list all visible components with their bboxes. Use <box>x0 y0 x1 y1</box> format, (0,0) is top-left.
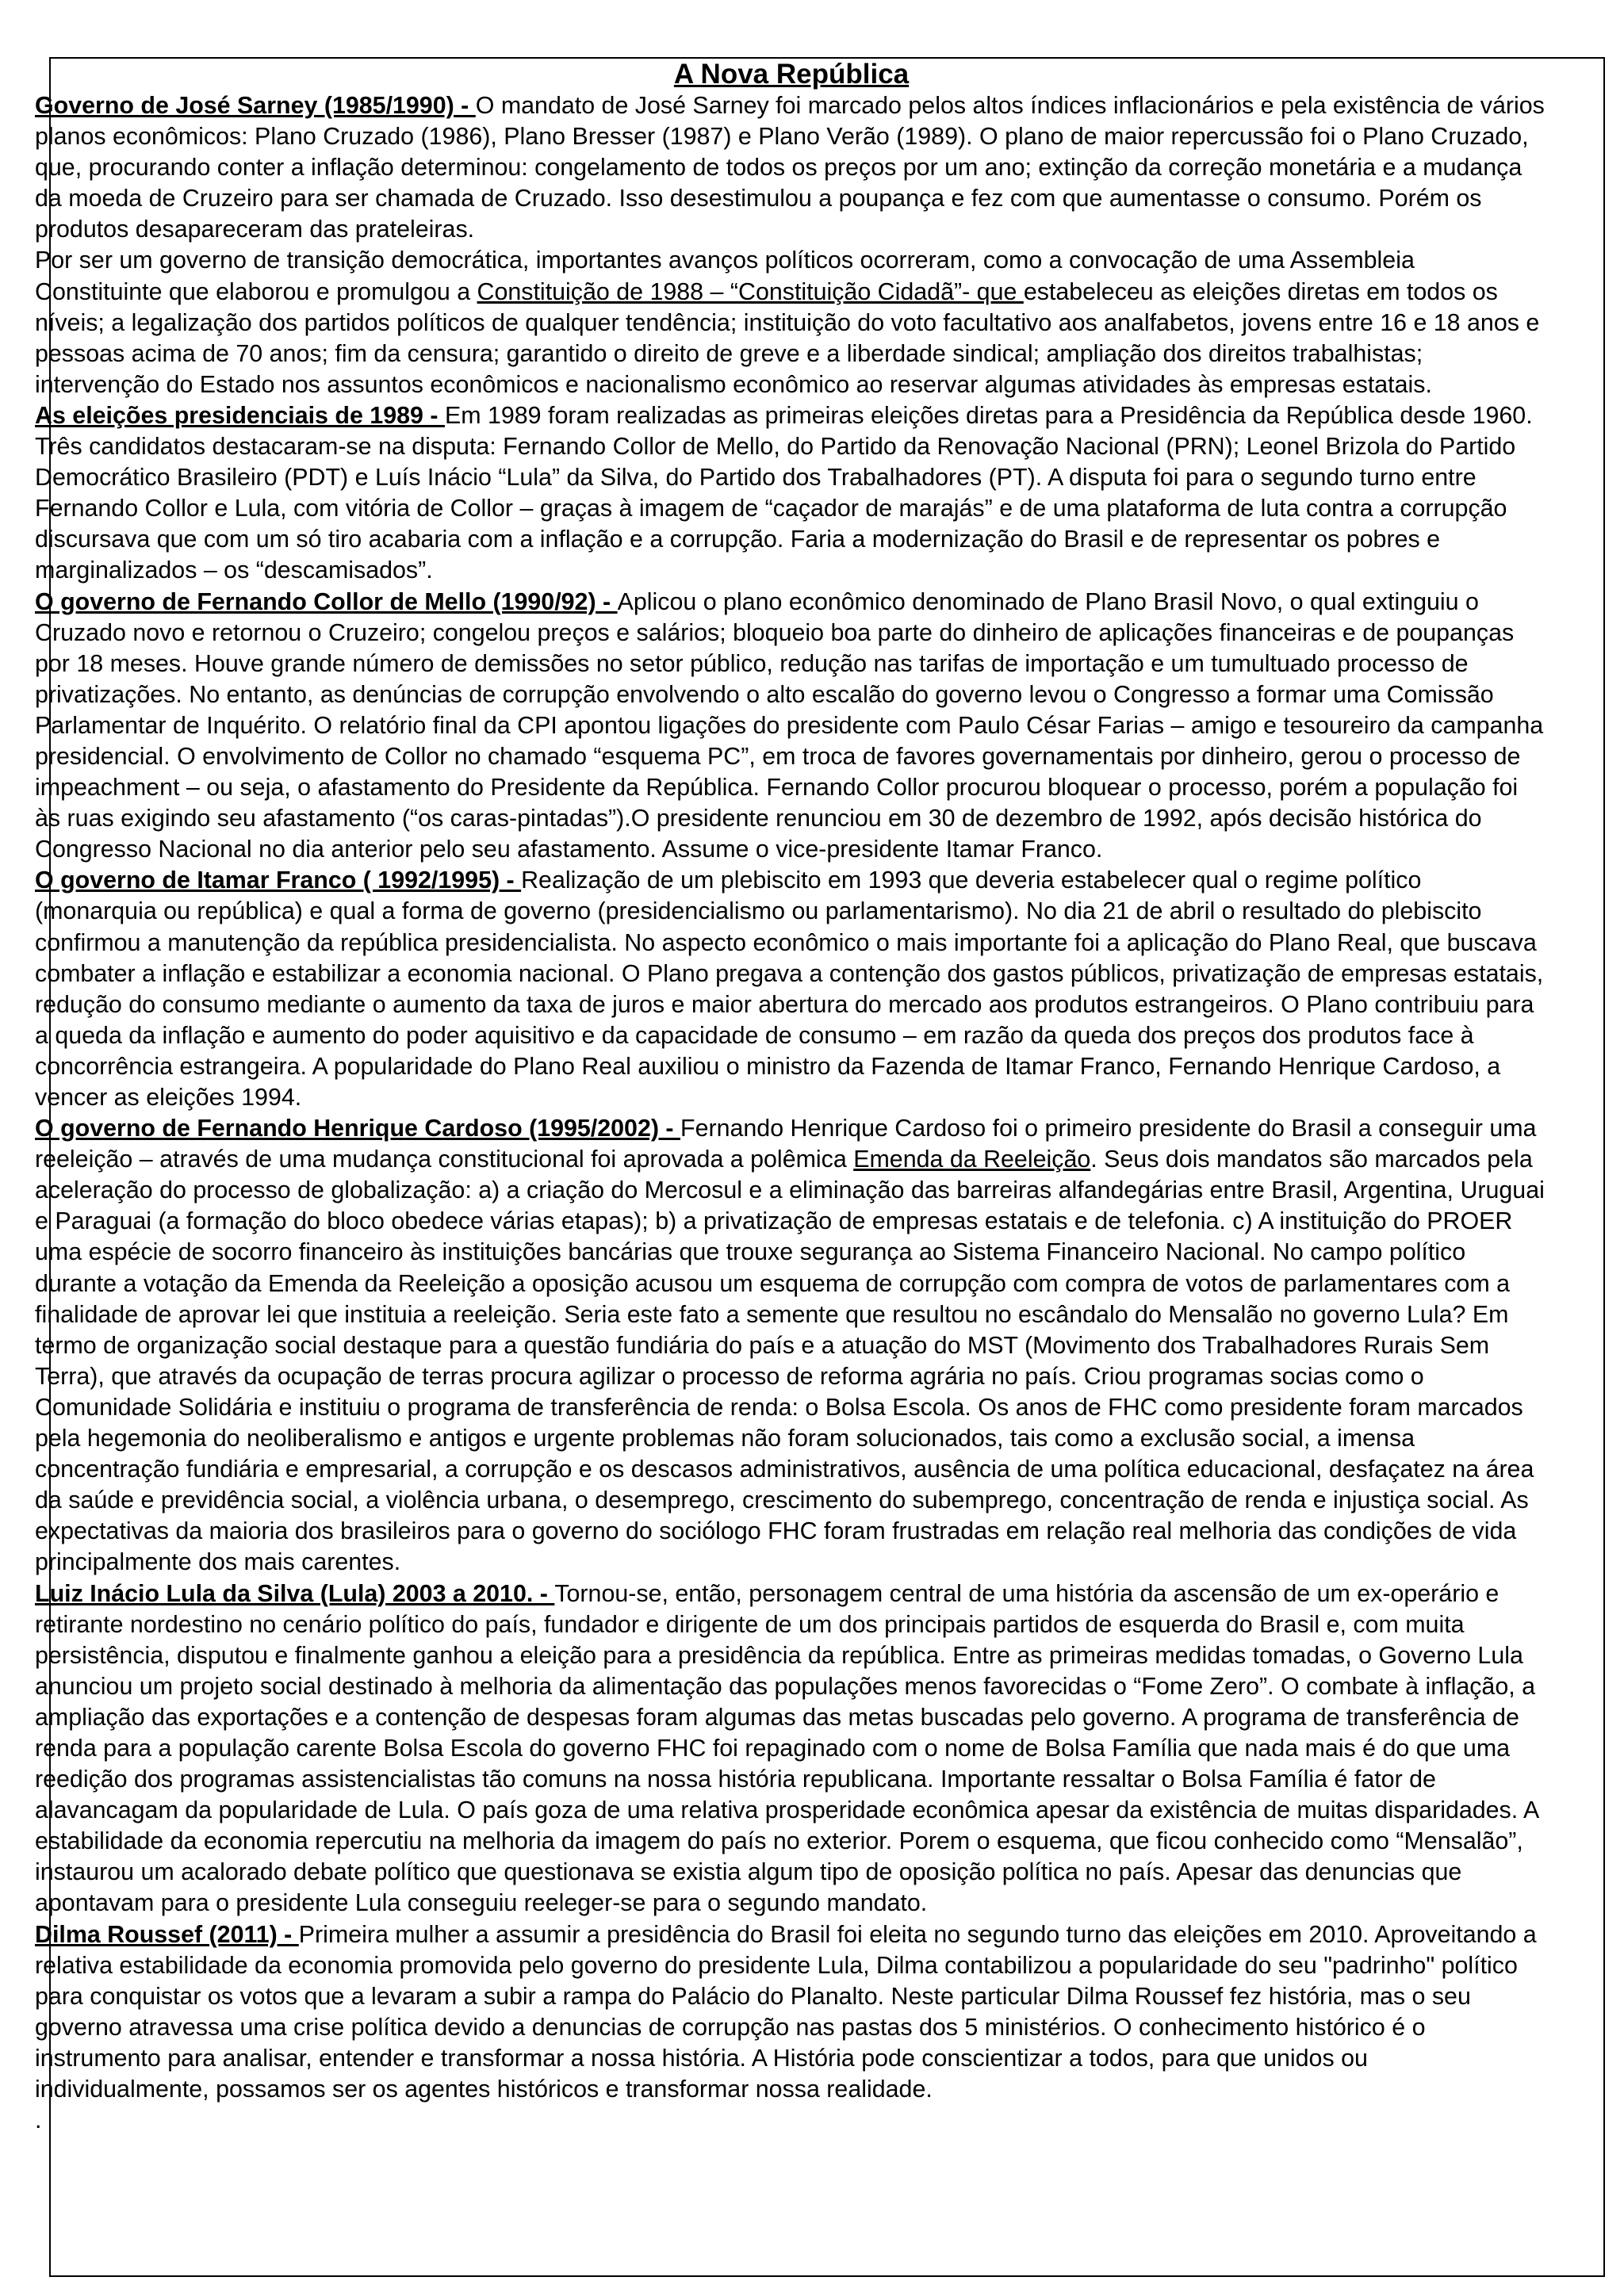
section-itamar <box>35 865 1548 1113</box>
sarney-paragraph-2-end: estabeleceu as eleições diretas em todos os níveis; a legalização dos partidos políticos de qualquer tendência; instituição do voto facultativo aos analfabetos, jovens entre 16 e 18 anos e pessoas acima de 70 anos; fim da censura; garantido o direito de greve e a liberdade sindical; ampliação dos direitos trabalhistas; intervenção do Estado nos assuntos econômicos e nacionalismo econômico ao reservar algumas atividades às empresas estatais. <box>35 277 1540 398</box>
dilma-text: Primeira mulher a assumir a presidência do Brasil foi eleita no segundo turno das eleições em 2010. Aproveitando a relativa estabilidade da economia promovida pelo governo do presidente Lula, Dilma contabilizou a popularidade do seu "padrinho" político para conquistar os votos que a levaram a subir a rampa do Palácio do Planalto. Neste particular Dilma Roussef fez história, mas o seu governo atravessa uma crise política devido a denuncias de corrupção nas pastas dos 5 ministérios. O conhecimento histórico é o instrumento para analisar, entender e transformar a nossa história. A História pode conscientizar a todos, para que unidos ou individualmente, possamos ser os agentes históricos e transformar nossa realidade. <box>35 1920 1537 2103</box>
section-sarney <box>35 90 1548 245</box>
constituicao-underlined: Constituição de 1988 – “Constituição Cidadã”- que <box>477 277 1024 305</box>
emenda-reeleicao-underlined: Emenda da Reeleição <box>853 1146 1091 1173</box>
section-sarney-continued <box>35 245 1548 400</box>
section-eleicoes-1989 <box>35 400 1548 587</box>
section-heading-fhc: O governo de Fernando Henrique Cardoso (1995/2002) - <box>35 1115 680 1142</box>
section-heading-sarney: Governo de José Sarney (1985/1990) - <box>35 92 476 119</box>
sarney-paragraph-1: O mandato de José Sarney foi marcado pelos altos índices inflacionários e pela existência de vários planos econômicos: Plano Cruzado (1986), Plano Bresser (1987) e Plano Verão (1989). O plano de maior repercussão foi o Plano Cruzado, que, procurando conter a inflação determinou: congelamento de todos os preços por um ano; extinção da correção monetária e a mudança da moeda de Cruzeiro para ser chamada de Cruzado. Isso desestimulou a poupança e fez com que aumentasse o consumo. Porém os produtos desapareceram das prateleiras. <box>35 92 1545 243</box>
eleicoes-text: Em 1989 foram realizadas as primeiras eleições diretas para a Presidência da República desde 1960. Três candidatos destacaram-se na disputa: Fernando Collor de Mello, do Partido da Renovação Nacional (PRN); Leonel Brizola do Partido Democrático Brasileiro (PDT) e Luís Inácio “Lula” da Silva, do Partido dos Trabalhadores (PT). A disputa foi para o segundo turno entre Fernando Collor e Lula, com vitória de Collor – graças à imagem de “caçador de marajás” e de uma plataforma de luta contra a corrupção discursava que com um só tiro acabaria com a inflação e a corrupção. Faria a modernização do Brasil e de representar os pobres e marginalizados – os “descamisados”. <box>35 401 1533 584</box>
itamar-text: Realização de um plebiscito em 1993 que deveria estabelecer qual o regime político (monarquia ou república) e qual a forma de governo (presidencialismo ou parlamentarismo). No dia 21 de abril o resultado do plebiscito confirmou a manutenção da república presidencialista. No aspecto econômico o mais importante foi a aplicação do Plano Real, que buscava combater a inflação e estabilizar a economia nacional. O Plano pregava a contenção dos gastos públicos, privatização de empresas estatais, redução do consumo mediante o aumento da taxa de juros e maior abertura do mercado aos produtos estrangeiros. O Plano contribuiu para a queda da inflação e aumento do poder aquisitivo e da capacidade de consumo – em razão da queda dos preços dos produtos face à concorrência estrangeira. A popularidade do Plano Real auxiliou o ministro da Fazenda de Itamar Franco, Fernando Henrique Cardoso, a vencer as eleições 1994. <box>35 867 1544 1111</box>
trailing-period: . <box>35 2107 42 2134</box>
document-body <box>35 59 1548 2136</box>
section-heading-itamar: O governo de Itamar Franco ( 1992/1995) - <box>35 867 522 894</box>
collor-text: Aplicou o plano econômico denominado de Plano Brasil Novo, o qual extinguiu o Cruzado novo e retornou o Cruzeiro; congelou preços e salários; bloqueio boa parte do dinheiro de aplicações financeiras e de poupanças por 18 meses. Houve grande número de demissões no setor público, redução nas tarifas de importação e um tumultuado processo de privatizações. No entanto, as denúncias de corrupção envolvendo o alto escalão do governo levou o Congresso a formar uma Comissão Parlamentar de Inquérito. O relatório final da CPI apontou ligações do presidente com Paulo César Farias – amigo e tesoureiro da campanha presidencial. O envolvimento de Collor no chamado “esquema PC”, em troca de favores governamentais por dinheiro, gerou o processo de impeachment – ou seja, o afastamento do Presidente da República. Fernando Collor procurou bloquear o processo, porém a população foi às ruas exigindo seu afastamento (“os caras-pintadas”).O presidente renunciou em 30 de dezembro de 1992, após decisão histórica do Congresso Nacional no dia anterior pelo seu afastamento. Assume o vice-presidente Itamar Franco. <box>35 587 1544 863</box>
fhc-text-start: Fernando Henrique Cardoso foi o primeiro presidente do Brasil a conseguir uma reeleição – através de uma mudança constitucional foi aprovada a polêmica <box>35 1115 1537 1173</box>
section-fhc <box>35 1113 1548 1578</box>
section-heading-eleicoes: As eleições presidenciais de 1989 - <box>35 401 445 429</box>
section-heading-dilma: Dilma Roussef (2011) - <box>35 1920 299 1948</box>
sarney-paragraph-2-start: Por ser um governo de transição democrática, importantes avanços políticos ocorreram, como a convocação de uma Assembleia Constituinte que elaborou e promulgou a <box>35 247 1415 305</box>
lula-text: Tornou-se, então, personagem central de uma história da ascensão de um ex-operário e retirante nordestino no cenário político do país, fundador e dirigente de um dos principais partidos de esquerda do Brasil e, com muita persistência, disputou e finalmente ganhou a eleição para a presidência da república. Entre as primeiras medidas tomadas, o Governo Lula anunciou um projeto social destinado à melhoria da alimentação das populações menos favorecidas o “Fome Zero”. O combate à inflação, a ampliação das exportações e a contenção de despesas foram algumas das metas buscadas pelo governo. A programa de transferência de renda para a população carente Bolsa Escola do governo FHC foi repaginado com o nome de Bolsa Família que nada mais é do que uma reedição dos programas assistencialistas tão comuns na nossa história republicana. Importante ressaltar o Bolsa Família é fator de alavancagam da popularidade de Lula. O país goza de uma relativa prosperidade econômica apesar da existência de muitas disparidades. A estabilidade da economia repercutiu na melhoria da imagem do país no exterior. Porem o esquema, que ficou conhecido como “Mensalão”, instaurou um acalorado debate político que questionava se existia algum tipo de oposição política no país. Apesar das denuncias que apontavam para o presidente Lula conseguiu reeleger-se para o segundo mandato. <box>35 1579 1538 1917</box>
section-heading-collor: O governo de Fernando Collor de Mello (1990/92) - <box>35 587 618 615</box>
section-heading-lula: Luiz Inácio Lula da Silva (Lula) 2003 a 2010. - <box>35 1579 555 1607</box>
page-title: A Nova República <box>673 59 910 90</box>
section-dilma <box>35 1919 1548 2106</box>
section-collor <box>35 587 1548 866</box>
fhc-text-end: . Seus dois mandatos são marcados pela aceleração do processo de globalização: a) a criação do Mercosul e a eliminação das barreiras alfandegárias entre Brasil, Argentina, Uruguai e Paraguai (a formação do bloco obedece várias etapas); b) a privatização de empresas estatais e de telefonia. c) A instituição do PROER uma espécie de socorro financeiro às instituições bancárias que trouxe segurança ao Sistema Financeiro Nacional. No campo político durante a votação da Emenda da Reeleição a oposição acusou um esquema de corrupção com compra de votos de parlamentares com a finalidade de aprovar lei que instituia a reeleição. Seria este fato a semente que resultou no escândalo do Mensalão no governo Lula? Em termo de organização social destaque para a questão fundiária do país e a atuação do MST (Movimento dos Trabalhadores Rurais Sem Terra), que através da ocupação de terras procura agilizar o processo de reforma agrária no país. Criou programas socias como o Comunidade Solidária e instituiu o programa de transferência de renda: o Bolsa Escola. Os anos de FHC como presidente foram marcados pela hegemonia do neoliberalismo e antigos e urgente problemas não foram solucionados, tais como a exclusão social, a imensa concentração fundiária e empresarial, a corrupção e os descasos administrativos, ausência de uma política educacional, desfaçatez na área da saúde e previdência social, a violência urbana, o desemprego, crescimento do subemprego, concentração de renda e injustiça social. As expectativas da maioria dos brasileiros para o governo do sociólogo FHC foram frustradas em relação real melhoria das condições de vida principalmente dos mais carentes. <box>35 1146 1545 1576</box>
section-lula <box>35 1578 1548 1919</box>
